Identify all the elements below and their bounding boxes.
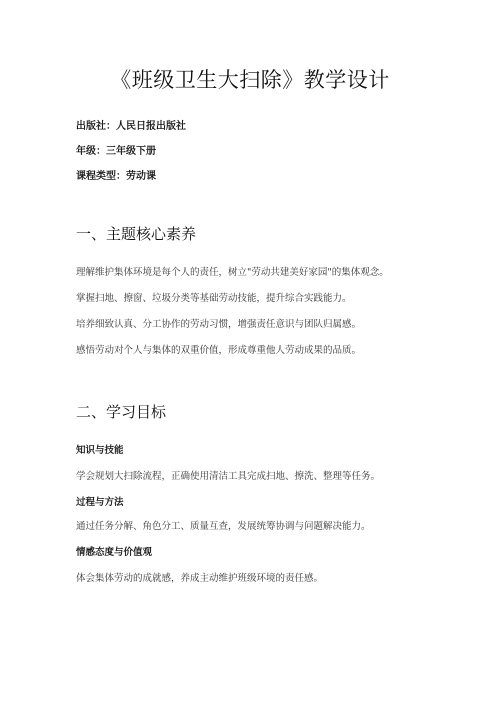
- core-literacy-paragraph: 培养细致认真、分工协作的劳动习惯，增强责任意识与团队归属感。: [76, 319, 362, 330]
- course-type-line: 课程类型：劳动课: [76, 171, 156, 182]
- knowledge-skills-text: 学会规划大扫除流程，正确使用清洁工具完成扫地、擦洗、整理等任务。: [76, 471, 381, 482]
- document-title: 《班级卫生大扫除》教学设计: [110, 68, 390, 92]
- process-methods-text: 通过任务分解、角色分工、质量互查，发展统筹协调与问题解决能力。: [76, 521, 371, 532]
- publisher-line: 出版社：人民日报出版社: [76, 121, 186, 132]
- attitudes-values-text: 体会集体劳动的成就感，养成主动维护班级环境的责任感。: [76, 573, 324, 584]
- core-literacy-paragraph: 感悟劳动对个人与集体的双重价值，形成尊重他人劳动成果的品质。: [76, 345, 362, 356]
- core-literacy-paragraph: 掌握扫地、擦窗、垃圾分类等基础劳动技能，提升综合实践能力。: [76, 293, 352, 304]
- subheading-knowledge-skills: 知识与技能: [76, 445, 124, 456]
- subheading-process-methods: 过程与方法: [76, 497, 124, 508]
- grade-line: 年级：三年级下册: [76, 146, 156, 157]
- subheading-attitudes-values: 情感态度与价值观: [76, 547, 153, 558]
- core-literacy-paragraph: 理解维护集体环境是每个人的责任，树立"劳动共建美好家园"的集体观念。: [76, 267, 389, 278]
- section-heading-core-literacy: 一、主题核心素养: [76, 225, 197, 243]
- section-heading-learning-goals: 二、学习目标: [76, 403, 167, 421]
